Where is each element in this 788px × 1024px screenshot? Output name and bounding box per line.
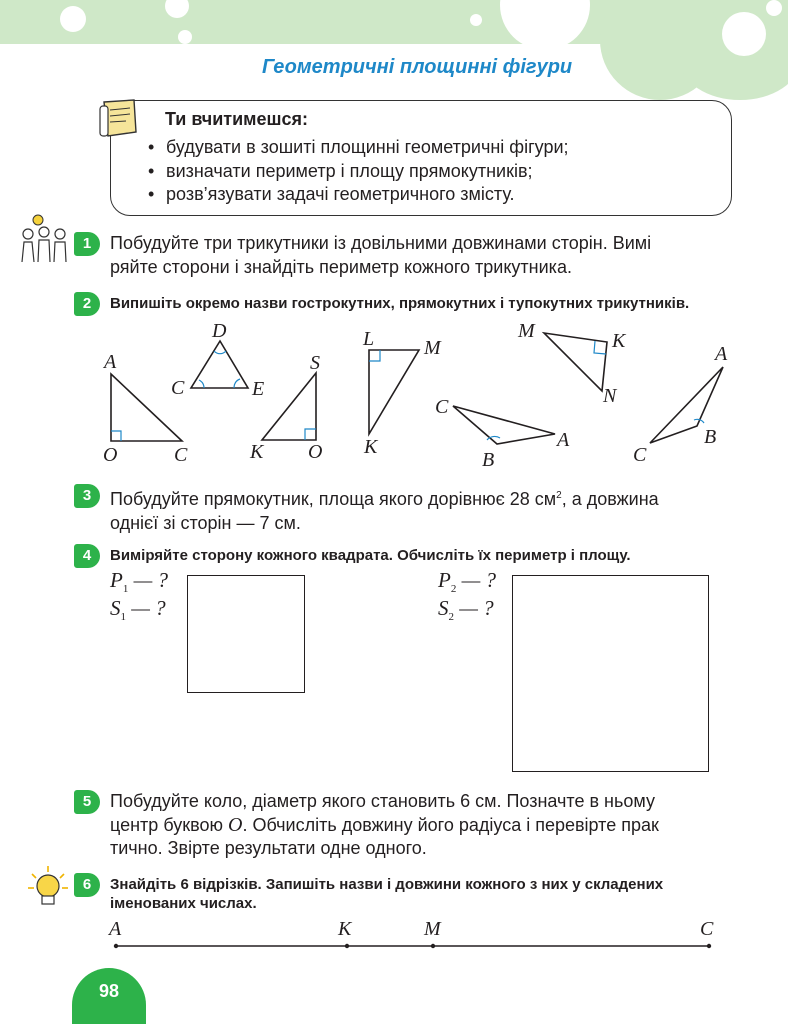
segment-label: C xyxy=(700,918,714,940)
task-6-line: іменованих числах. xyxy=(110,895,257,912)
segment-point xyxy=(114,944,118,948)
perimeter-2-label: $P_2$ — ? xyxy=(438,568,497,596)
learning-title: Ти вчитимешся: xyxy=(165,109,308,129)
lightbulb-icon xyxy=(26,864,72,910)
segment-point xyxy=(431,944,435,948)
area-1-label: $S_1$ — ? xyxy=(110,596,166,624)
triangle-sko xyxy=(262,373,316,440)
figure-label: D xyxy=(212,320,227,342)
figure-label: M xyxy=(424,337,441,359)
task-5-line: тично. Звірте результати одне одного. xyxy=(110,838,427,858)
figure-label: O xyxy=(103,444,118,466)
figure-label: K xyxy=(612,330,626,352)
triangles-figure xyxy=(0,0,788,480)
segment-label: M xyxy=(424,918,441,940)
figure-label: C xyxy=(435,396,449,418)
task-3-line: Побудуйте прямокутник, площа якого дорівнює 28 $см^2$, а довжина xyxy=(110,489,659,509)
triangle-mkn xyxy=(544,333,607,391)
task-6-line: Знайдіть 6 відрізків. Запишіть назви і довжини кожного з них у складених xyxy=(110,876,664,893)
task-1-line: ряйте сторони і знайдіть периметр кожного трикутника. xyxy=(110,256,572,277)
figure-label: L xyxy=(363,328,375,350)
figure-label: E xyxy=(252,378,265,400)
segment-label: K xyxy=(338,918,352,940)
task-6-text xyxy=(110,875,732,913)
figure-label: O xyxy=(308,441,323,463)
task-number-badge: 5 xyxy=(74,790,100,814)
task-2-text: Випишіть окремо назви гострокутних, прямокутних і тупокутних трикутників. xyxy=(110,295,690,312)
figure-label: S xyxy=(310,352,320,374)
task-5-text xyxy=(110,790,659,861)
task-number-badge: 3 xyxy=(74,484,100,508)
square-2 xyxy=(512,575,709,772)
task-number-badge: 6 xyxy=(74,873,100,897)
task-3-text xyxy=(110,484,659,535)
task-1-line: Побудуйте три трикутники із довільними довжинами сторін. Вимі xyxy=(110,233,652,253)
task-4-text: Виміряйте сторону кожного квадрата. Обчисліть їх периметр і площу. xyxy=(110,547,631,564)
triangle-cab xyxy=(453,406,555,444)
figure-label: K xyxy=(364,436,378,458)
task-5-line: Побудуйте коло, діаметр якого становить 6 см. Позначте в ньому xyxy=(110,791,655,811)
task-3-line: однієї зі сторін — 7 см. xyxy=(110,512,301,533)
segment-label: A xyxy=(109,918,122,940)
figure-label: M xyxy=(518,320,535,342)
learning-item: • будувати в зошиті площинні геометричні фігури; xyxy=(148,136,569,160)
figure-label: A xyxy=(715,343,728,365)
segment-point xyxy=(707,944,711,948)
task-number-badge: 2 xyxy=(74,292,100,316)
figure-label: B xyxy=(482,449,495,471)
segment-point xyxy=(345,944,349,948)
triangle-lmk xyxy=(369,350,419,434)
learning-item: • визначати периметр і площу прямокутників; xyxy=(148,160,569,184)
figure-label: N xyxy=(603,385,617,407)
chapter-title: Геометричні площинні фігури xyxy=(262,56,573,78)
figure-label: A xyxy=(557,429,570,451)
figure-label: C xyxy=(633,444,647,466)
task-number-badge: 4 xyxy=(74,544,100,568)
square-1 xyxy=(187,575,305,693)
figure-label: K xyxy=(250,441,264,463)
area-2-label: $S_2$ — ? xyxy=(438,596,494,624)
figure-label: C xyxy=(171,377,185,399)
task-5-line: центр буквою O. Обчисліть довжину його радіуса і перевірте прак xyxy=(110,813,659,836)
task-number-badge: 1 xyxy=(74,232,100,256)
page-number: 98 xyxy=(72,968,146,1024)
learning-item: • розв’язувати задачі геометричного змісту. xyxy=(148,183,569,207)
figure-label: C xyxy=(174,444,188,466)
figure-label: B xyxy=(704,426,717,448)
figure-label: A xyxy=(104,351,117,373)
perimeter-1-label: $P_1$ — ? xyxy=(110,568,169,596)
